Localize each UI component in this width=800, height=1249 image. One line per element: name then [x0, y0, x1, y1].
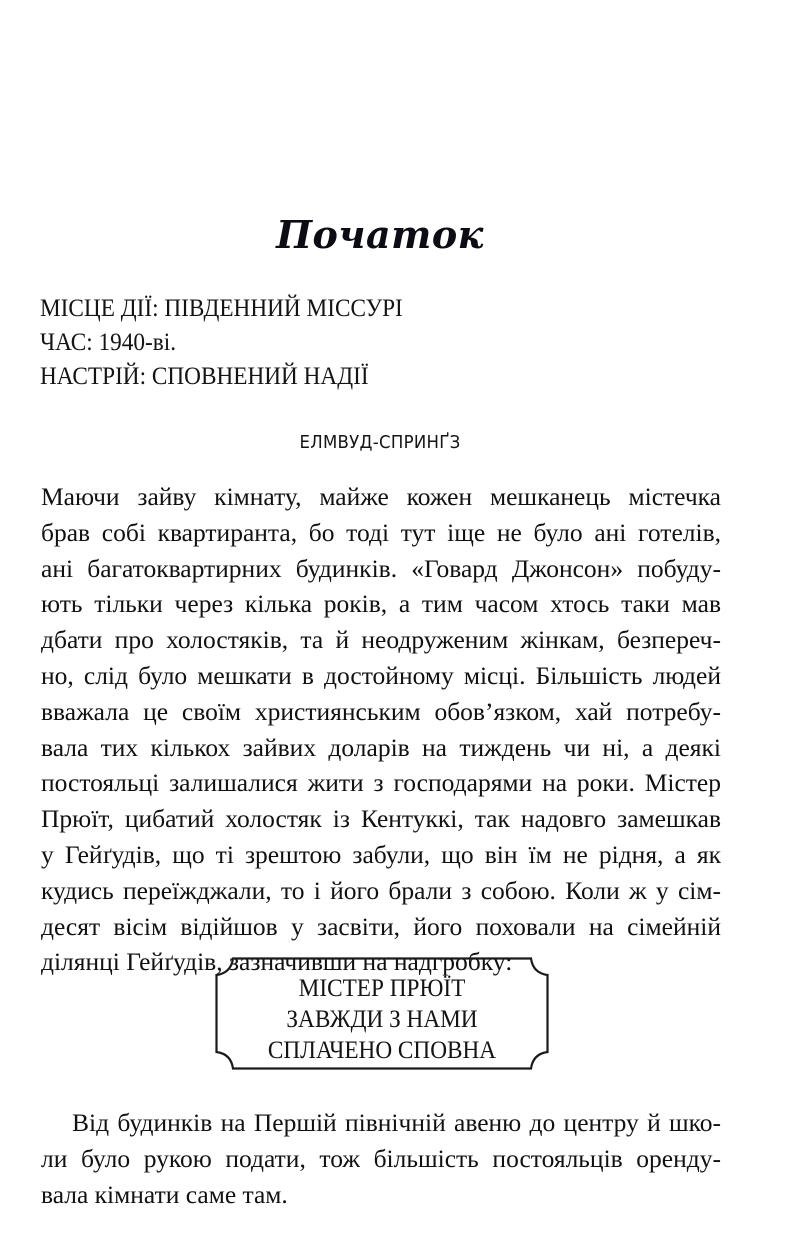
tombstone-text: [215, 973, 549, 1066]
text-line: дбати про холостяків, та й неодруженим жінкам, безпереч-: [41, 625, 721, 655]
text-line: ли було рукою подати, тож більшість постояльців оренду-: [41, 1144, 721, 1173]
tombstone-line: ЗАВЖДИ З НАМИ: [286, 1006, 478, 1033]
text-line: ані багатоквартирних будинків. «Говард Джонсон» побуду-: [41, 553, 721, 583]
text-line: Маючи зайву кімнату, майже кожен мешканець містечка: [41, 482, 721, 511]
paragraph-first: [41, 479, 721, 980]
scene-meta: [40, 292, 403, 394]
text-line: ють тільки через кілька років, а тим часом хтось таки мав: [41, 589, 721, 619]
text-line: у Гейґудів, що ті зрештою забули, що він їм не рідня, а як: [41, 839, 721, 869]
meta-mood: НАСТРІЙ: СПОВНЕНИЙ НАДІЇ: [40, 363, 369, 390]
text-line: десят вісім відійшов у засвіти, його поховали на сімейній: [41, 911, 721, 941]
text-line: но, слід було мешкати в достойному місці. Більшість людей: [41, 660, 721, 690]
meta-setting: МІСЦЕ ДІЇ: ПІВДЕННИЙ МІССУРІ: [40, 295, 403, 322]
location-heading: ЕЛМВУД-СПРИНҐЗ: [299, 432, 461, 453]
paragraph-closing: [41, 1105, 721, 1213]
meta-time: ЧАС: 1940-ві.: [40, 329, 177, 356]
text-line: Від будинків на Першій північній авеню до центру й шко-: [72, 1108, 721, 1137]
text-line: кудись переїжджали, то і його брали з собою. Коли ж у сім-: [41, 875, 721, 905]
tombstone-line: МІСТЕР ПРЮЇТ: [298, 975, 466, 1002]
text-line: вважала це своїм християнським обов’язком, хай потребу-: [41, 696, 721, 726]
text-line: вала кімнати саме там.: [41, 1180, 288, 1209]
text-line: брав собі квартиранта, бо тоді тут іще не було ані готелів,: [41, 517, 721, 547]
text-line: вала тих кількох зайвих доларів на тиждень чи ні, а деякі: [41, 732, 721, 762]
text-line: Прюїт, цибатий холостяк із Кентуккі, так надовго замешкав: [41, 804, 721, 834]
tombstone-inscription-box: [215, 957, 549, 1070]
text-line: ділянці Гейґудів, зазначивши на надгробку:: [41, 947, 513, 977]
tombstone-line: СПЛАЧЕНО СПОВНА: [267, 1037, 497, 1064]
text-line: постояльці залишалися жити з господарями на роки. Містер: [41, 768, 721, 798]
chapter-title: Початок: [276, 212, 484, 257]
